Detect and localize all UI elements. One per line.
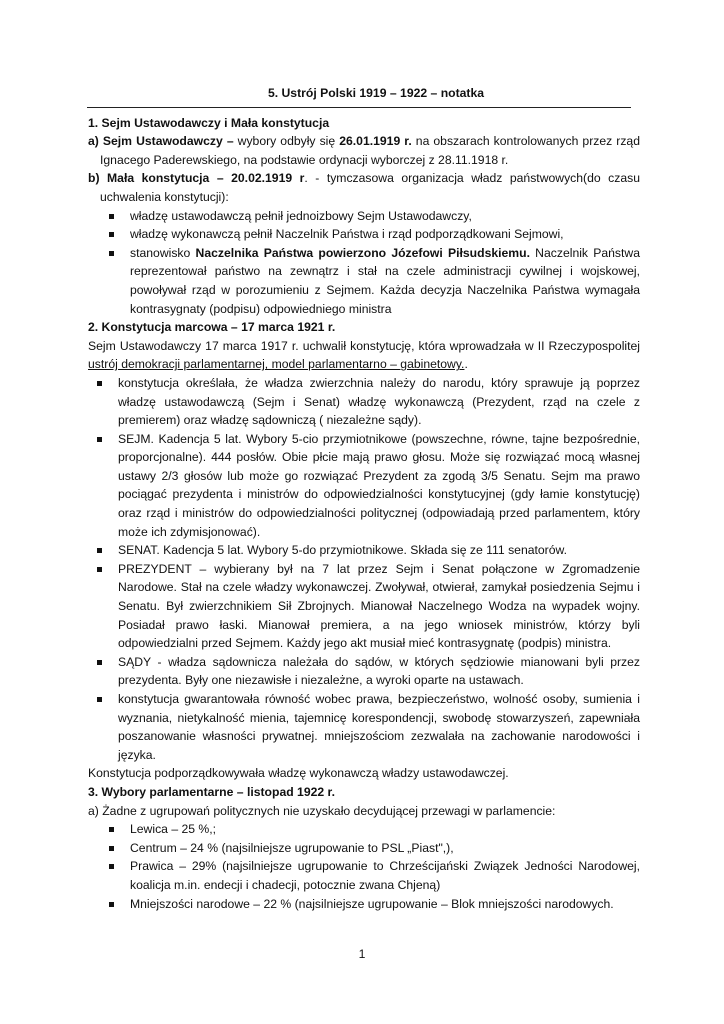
section-1b-paragraph: b) Mała konstytucja – 20.02.1919 r. - tymczasowa organizacja władz państwowych(do czasu uchwalenia konstytucji): [88, 171, 640, 204]
list-item: Centrum – 24 % (najsilniejsze ugrupowanie to PSL „Piast",), [88, 839, 640, 858]
list-item: Mniejszości narodowe – 22 % (najsilniejsze ugrupowanie – Blok mniejszości narodowych. [88, 895, 640, 914]
list-item: Lewica – 25 %,; [88, 820, 640, 839]
section-3-bullet-list [88, 820, 640, 913]
section-1-heading: 1. Sejm Ustawodawczy i Mała konstytucja [88, 115, 330, 130]
section-2-intro: Sejm Ustawodawczy 17 marca 1917 r. uchwalił konstytucję, która wprowadzała w II Rzeczypospolitej ustrój demokracji parlamentarnej, model parlamentarno – gabinetowy.. [88, 338, 640, 372]
list-item: SĄDY - władza sądownicza należała do sądów, w których sędziowie mianowani byli przez prezydenta. Były one niezawisłe i niezależne, a wyroki oparte na ustawach. [88, 653, 640, 690]
document-page [88, 84, 640, 913]
section-2-closing: Konstytucja podporządkowywała władzę wykonawczą władzy ustawodawczej. [88, 766, 509, 781]
list-item: władzę wykonawczą pełnił Naczelnik Państwa i rząd podporządkowani Sejmowi, [88, 225, 640, 244]
list-item: konstytucja określała, że władza zwierzchnia należy do narodu, który sprawuje ją poprzez władzę ustawodawczą (Sejm i Senat) władzę wykonawczą (Prezydent, rząd na czele z premierem) oraz władzę sądowniczą ( niezależne sądy). [88, 374, 640, 430]
list-item: Prawica – 29% (najsilniejsze ugrupowanie to Chrześcijański Związek Jedności Narodowej, koalicja m.in. endecji i chadecji, potocznie zwana Chjeną) [88, 857, 640, 894]
list-item: konstytucja gwarantowała równość wobec prawa, bezpieczeństwo, wolność osoby, sumienia i wyznania, nietykalność mienia, tajemnicę korespondencji, swobodę stowarzyszeń, zapewniała poszanowanie własności prywatnej. mniejszościom zezwalała na zachowanie narodowości i języka. [88, 690, 640, 764]
section-1a-paragraph: a) Sejm Ustawodawczy – wybory odbyły się 26.01.1919 r. na obszarach kontrolowanych przez rząd Ignacego Paderewskiego, na podstawie ordynacji wyborczej z 28.11.1918 r. [88, 134, 640, 167]
section-3-intro: a) Żadne z ugrupowań politycznych nie uzyskało decydującej przewagi w parlamencie: [88, 803, 556, 818]
list-item: SENAT. Kadencja 5 lat. Wybory 5-do przymiotnikowe. Składa się ze 111 senatorów. [88, 541, 640, 560]
list-item: SEJM. Kadencja 5 lat. Wybory 5-cio przymiotnikowe (powszechne, równe, tajne bezpośrednie, proporcjonalne). 444 posłów. Obie płcie mają prawo głosu. Może się rozwiązać mocą własnej ustawy 2/3 głosów lub może go rozwiązać Prezydent za zgodą 3/5 Senatu. Sejm ma prawo pociągać prezydenta i ministrów do odpowiedzialności konstytucyjnej (gdy łamie konstytucję) oraz rząd i ministrów do odpowiedzialności politycznej (odpowiadają przed parlamentem, który może ich zdymisjonować). [88, 430, 640, 542]
document-title: 5. Ustrój Polski 1919 – 1922 – notatka [267, 86, 485, 100]
section-3-heading: 3. Wybory parlamentarne – listopad 1922 r. [88, 784, 336, 799]
section-2-heading: 2. Konstytucja marcowa – 17 marca 1921 r. [88, 320, 336, 335]
title-underline [87, 107, 631, 108]
list-item: PREZYDENT – wybierany był na 7 lat przez Sejm i Senat połączone w Zgromadzenie Narodowe. Stał na czele władzy wykonawczej. Zwoływał, otwierał, zamykał posiedzenia Sejmu i Senatu. Był zwierzchnikiem Sił Zbrojnych. Mianował Naczelnego Wodza na wypadek wojny. Posiadał prawo łaski. Mianował premiera, a na jego wniosek ministrów, którzy byli odpowiedzialni przed Sejmem. Każdy jego akt musiał mieć kontrasygnatę (podpis) ministra. [88, 560, 640, 653]
page-number: 1 [358, 947, 366, 961]
list-item: władzę ustawodawczą pełnił jednoizbowy Sejm Ustawodawczy, [88, 207, 640, 226]
section-1-bullet-list [88, 207, 640, 319]
list-item: stanowisko Naczelnika Państwa powierzono Józefowi Piłsudskiemu. Naczelnik Państwa reprezentował państwo na zewnątrz i stał na czele administracji cywilnej i wojskowej, powoływał rząd w porozumieniu z Sejmem. Każda decyzja Naczelnika Państwa wymagała kontrasygnaty (podpisu) odpowiedniego ministra [88, 244, 640, 318]
section-2-bullet-list [88, 374, 640, 764]
